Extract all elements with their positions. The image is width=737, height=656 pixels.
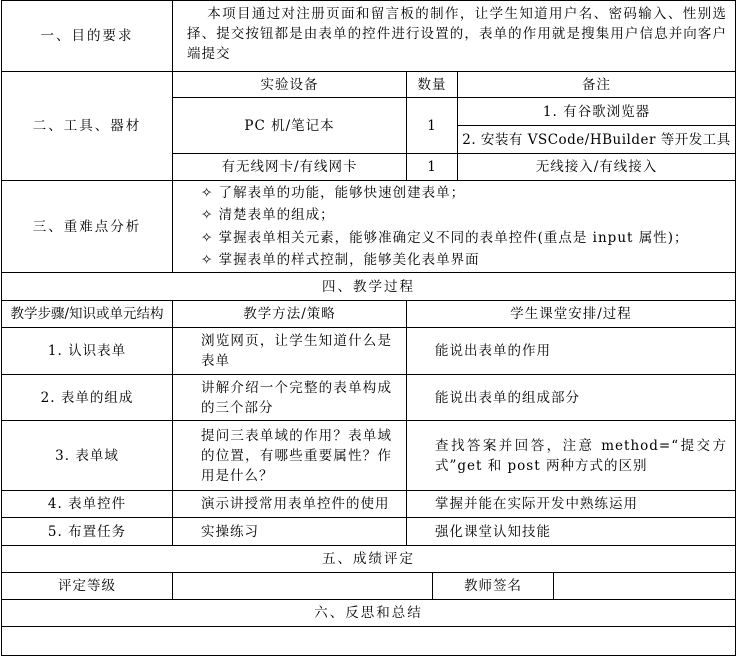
process-activity-cell: 能说出表单的作用 [406, 327, 736, 375]
reflect-title: 六、反思和总结 [1, 599, 736, 627]
process-step-cell: 3. 表单域 [1, 420, 173, 491]
process-activity-cell: 能说出表单的组成部分 [406, 374, 736, 421]
equipment-device-cell: 有无线网卡/有线网卡 [172, 153, 407, 181]
process-method-cell: 演示讲授常用表单控件的使用 [172, 490, 407, 518]
process-method-cell: 实操练习 [172, 517, 407, 546]
goal-text: 本项目通过对注册页面和留言板的制作，让学生知道用户名、密码输入、性别选择、提交按钮都是由表单的控件进行设置的，表单的作用就是搜集用户信息并向客户端提交 [172, 0, 736, 72]
process-method-cell: 提问三表单域的作用？表单域的位置，有哪些重要属性？作用是什么？ [172, 420, 407, 491]
process-method-cell: 浏览网页，让学生知道什么是表单 [172, 327, 407, 375]
goal-title: 一、目的要求 [1, 0, 173, 72]
teacher-signature-label: 教师签名 [432, 572, 554, 600]
difficulty-item: ✧ 掌握表单的样式控制，能够美化表单界面 [201, 252, 480, 268]
tools-title: 二、工具、器材 [1, 71, 173, 181]
process-header-activity: 学生课堂安排/过程 [406, 300, 736, 328]
grade-level-label: 评定等级 [1, 572, 173, 600]
grade-level-value [172, 572, 433, 600]
process-step-cell: 2. 表单的组成 [1, 374, 173, 421]
equipment-header-notes: 备注 [457, 71, 736, 98]
process-header-method: 教学方法/策略 [172, 300, 407, 328]
difficulty-list [172, 180, 736, 273]
process-activity-cell: 强化课堂认知技能 [406, 517, 736, 546]
equipment-note-cell: 无线接入/有线接入 [457, 153, 736, 181]
difficulty-item: ✧ 了解表单的功能，能够快速创建表单； [201, 184, 466, 201]
grade-title: 五、成绩评定 [1, 545, 736, 573]
difficulty-item: ✧ 掌握表单相关元素，能够准确定义不同的表单控件(重点是 input 属性)； [201, 229, 689, 246]
process-activity-cell: 查找答案并回答，注意 method=“提交方式”get 和 post 两种方式的区别 [406, 420, 736, 491]
equipment-header-device: 实验设备 [172, 71, 407, 98]
difficulty-title: 三、重难点分析 [1, 180, 173, 273]
process-step-cell: 1. 认识表单 [1, 327, 173, 375]
process-step-cell: 5. 布置任务 [1, 517, 173, 546]
equipment-device-cell: PC 机/笔记本 [172, 97, 407, 154]
process-activity-cell: 掌握并能在实际开发中熟练运用 [406, 490, 736, 518]
process-title: 四、教学过程 [1, 272, 736, 301]
process-method-cell: 讲解介绍一个完整的表单构成的三个部分 [172, 374, 407, 421]
equipment-header-qty: 数量 [406, 71, 458, 98]
difficulty-item: ✧ 清楚表单的组成； [201, 207, 335, 223]
equipment-note-cell: 1. 有谷歌浏览器 [457, 97, 736, 126]
process-step-cell: 4. 表单控件 [1, 490, 173, 518]
reflect-content [1, 626, 736, 656]
equipment-qty-cell: 1 [406, 153, 458, 181]
equipment-qty-cell: 1 [406, 97, 458, 154]
process-header-step: 教学步骤/知识或单元结构 [1, 300, 173, 328]
equipment-note-cell: 2. 安装有 VSCode/HBuilder 等开发工具 [457, 125, 736, 154]
teacher-signature-value [553, 572, 736, 600]
